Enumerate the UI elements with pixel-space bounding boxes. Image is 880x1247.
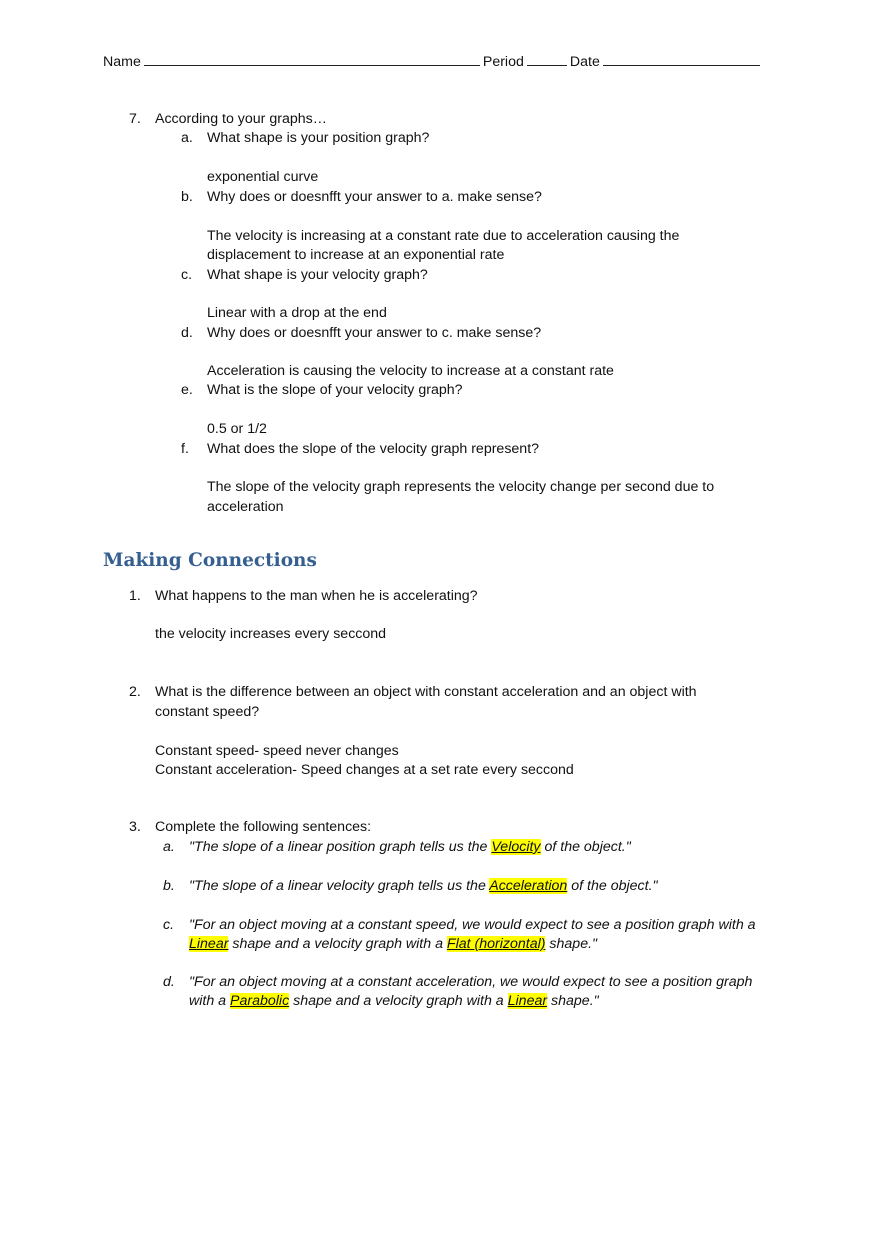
sentence-text: of the object."	[540, 839, 631, 855]
item-letter: d.	[163, 974, 175, 990]
sentence-text: shape."	[547, 993, 599, 1009]
item-letter: d.	[181, 325, 193, 341]
item-letter: c.	[163, 917, 175, 933]
question-prompt: Complete the following sentences:	[155, 819, 372, 835]
highlighted-answer: Acceleration	[489, 878, 568, 894]
question-number: 7.	[129, 111, 141, 127]
sentence-text: "The slope of a linear velocity graph tells us the	[189, 878, 490, 894]
item-answer: acceleration	[207, 499, 284, 515]
item-question: What shape is your velocity graph?	[207, 267, 428, 283]
answer-text: the velocity increases every seccond	[155, 626, 387, 642]
sentence-c-line2	[189, 935, 597, 954]
sentence-a	[189, 838, 631, 857]
answer-text: Constant acceleration- Speed changes at a set rate every seccond	[155, 762, 574, 778]
item-question: What shape is your position graph?	[207, 130, 430, 146]
period-blank	[527, 53, 567, 66]
item-letter: b.	[163, 878, 175, 894]
item-question: What does the slope of the velocity graph represent?	[207, 441, 540, 457]
answer-text: Constant speed- speed never changes	[155, 743, 399, 759]
sentence-text: with a	[189, 993, 231, 1009]
section-heading: Making Connections	[103, 550, 317, 571]
item-answer: The velocity is increasing at a constant rate due to acceleration causing the	[207, 228, 680, 244]
item-question: Why does or doesnfft your answer to c. make sense?	[207, 325, 542, 341]
item-letter: a.	[163, 839, 175, 855]
item-letter: c.	[181, 267, 193, 283]
question-number: 1.	[129, 588, 141, 604]
item-answer: Acceleration is causing the velocity to increase at a constant rate	[207, 363, 614, 379]
highlighted-answer: Parabolic	[230, 993, 290, 1009]
item-answer: 0.5 or 1/2	[207, 421, 267, 437]
sentence-b	[189, 877, 658, 896]
item-question: Why does or doesnfft your answer to a. make sense?	[207, 189, 542, 205]
date-label: Date	[569, 54, 600, 70]
name-blank	[144, 53, 480, 66]
highlighted-answer: Flat (horizontal)	[446, 936, 546, 952]
highlighted-answer: Linear	[507, 993, 548, 1009]
name-label: Name	[103, 54, 141, 70]
date-blank	[603, 53, 760, 66]
highlighted-answer: Linear	[189, 936, 229, 952]
question-text: What happens to the man when he is accelerating?	[155, 588, 478, 604]
sentence-c-line1: "For an object moving at a constant speed, we would expect to see a position graph with a	[189, 917, 756, 933]
item-answer: Linear with a drop at the end	[207, 305, 387, 321]
item-letter: a.	[181, 130, 193, 146]
item-answer: exponential curve	[207, 169, 319, 185]
item-letter: b.	[181, 189, 193, 205]
sentence-text: shape and a velocity graph with a	[289, 993, 508, 1009]
question-text: constant speed?	[155, 704, 260, 720]
sentence-text: of the object."	[567, 878, 658, 894]
item-answer: displacement to increase at an exponential rate	[207, 247, 505, 263]
question-prompt: According to your graphs…	[155, 111, 327, 127]
highlighted-answer: Velocity	[491, 839, 541, 855]
item-answer: The slope of the velocity graph represents the velocity change per second due to	[207, 479, 715, 495]
item-letter: f.	[181, 441, 189, 457]
question-number: 2.	[129, 684, 141, 700]
sentence-text: shape."	[545, 936, 598, 952]
item-question: What is the slope of your velocity graph?	[207, 382, 463, 398]
sentence-d-line1: "For an object moving at a constant acceleration, we would expect to see a position graph	[189, 974, 753, 990]
sentence-text: "The slope of a linear position graph tells us the	[189, 839, 492, 855]
header-line	[103, 53, 763, 70]
question-number: 3.	[129, 819, 141, 835]
item-letter: e.	[181, 382, 193, 398]
sentence-d-line2	[189, 992, 599, 1011]
period-label: Period	[482, 54, 524, 70]
question-text: What is the difference between an object with constant acceleration and an object with	[155, 684, 697, 700]
sentence-text: shape and a velocity graph with a	[228, 936, 447, 952]
